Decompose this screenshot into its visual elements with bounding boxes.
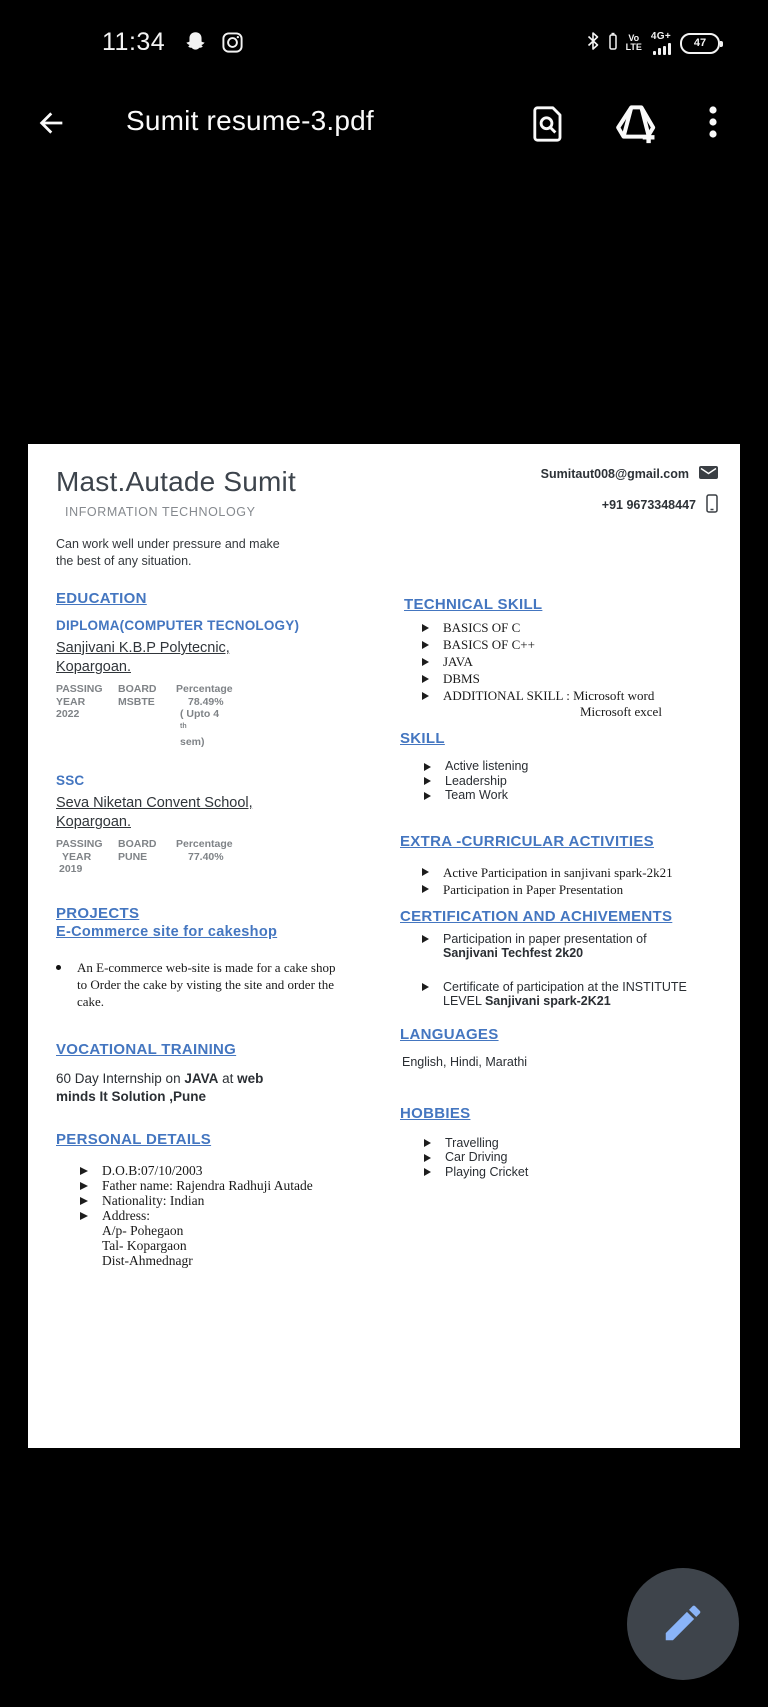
fab-edit-button[interactable] — [627, 1568, 739, 1680]
list-item: Father name: Rajendra Radhuji Autade — [56, 1178, 356, 1193]
upto-sem-note: ( Upto 4 $^{th}$ sem) — [180, 708, 220, 748]
bullet-dot-icon — [56, 965, 61, 970]
right-column — [400, 596, 726, 1179]
list-item: Travelling — [400, 1136, 726, 1151]
section-technical-skill-heading: TECHNICAL SKILL — [404, 596, 543, 613]
ssc-school: Seva Niketan Convent School, Kopargoan. — [56, 795, 253, 830]
resume-field: INFORMATION TECHNOLOGY — [65, 505, 256, 519]
bluetooth-icon — [586, 31, 600, 56]
certification-item: Participation in paper presentation of Sanjivani Techfest 2k20 — [400, 932, 726, 961]
network-type-label: 4G+ — [650, 30, 671, 42]
status-right-cluster — [586, 28, 720, 58]
languages-value: English, Hindi, Marathi — [402, 1054, 528, 1069]
list-item: Car Driving — [400, 1150, 726, 1165]
signal-strength-icon — [651, 32, 671, 55]
bluetooth-device-battery-icon — [609, 32, 617, 55]
list-item: D.O.B:07/10/2003 — [56, 1163, 356, 1178]
three-dots-vertical-icon — [708, 128, 718, 143]
project-title: E-Commerce site for cakeshop — [56, 923, 278, 940]
arrow-bullet-icon — [422, 935, 429, 943]
ssc-result-table: PASSING YEAR 2019 BOARD PUNE Percentage 77.40% — [56, 838, 233, 875]
project-bullet: An E-commerce web-site is made for a cake shop to Order the cake by visting the site and order the cake. — [56, 959, 342, 1010]
arrow-bullet-icon — [422, 675, 429, 683]
section-extra-curricular-heading: EXTRA -CURRICULAR ACTIVITIES — [400, 832, 654, 850]
list-item: Active listening — [400, 759, 726, 774]
arrow-bullet-icon — [424, 763, 431, 771]
phone-row — [602, 494, 718, 516]
technical-skill-list — [400, 620, 726, 720]
section-projects-heading: PROJECTS — [56, 904, 140, 922]
summary: Can work well under pressure and make the best of any situation. — [56, 537, 280, 568]
arrow-bullet-icon — [80, 1167, 88, 1175]
list-item: ADDITIONAL SKILL : Microsoft word Microsoft excel — [400, 688, 726, 720]
list-item: Playing Cricket — [400, 1165, 726, 1180]
arrow-bullet-icon — [422, 868, 429, 876]
list-item: BASICS OF C — [400, 620, 726, 636]
arrow-bullet-icon — [424, 777, 431, 785]
section-personal-heading: PERSONAL DETAILS — [56, 1130, 212, 1148]
pencil-icon — [660, 1600, 706, 1649]
arrow-bullet-icon — [422, 885, 429, 893]
list-item: Nationality: Indian — [56, 1193, 356, 1208]
add-to-drive-button[interactable] — [614, 102, 658, 147]
section-skill-heading: SKILL — [400, 730, 445, 747]
overflow-menu-button[interactable] — [708, 104, 718, 143]
list-item: DBMS — [400, 671, 726, 687]
arrow-bullet-icon — [422, 983, 429, 991]
contact-block — [541, 466, 718, 516]
find-in-document-button[interactable] — [530, 104, 566, 147]
document-title: Sumit resume-3.pdf — [126, 105, 374, 136]
find-in-page-icon — [530, 132, 566, 147]
smartphone-icon — [706, 494, 718, 516]
hobbies-list — [400, 1136, 726, 1180]
arrow-bullet-icon — [424, 1168, 431, 1176]
drive-add-icon — [614, 132, 658, 147]
arrow-bullet-icon — [422, 658, 429, 666]
arrow-bullet-icon — [80, 1197, 88, 1205]
resume-name: Mast.Autade Sumit — [56, 466, 296, 497]
battery-icon — [680, 33, 720, 54]
section-hobbies-heading: HOBBIES — [400, 1104, 471, 1122]
list-item: BASICS OF C++ — [400, 637, 726, 653]
signal-bars-icon — [653, 43, 671, 55]
clock: 11:34 — [102, 28, 166, 56]
diploma-result-table: PASSING YEAR 2022 BOARD MSBTE Percentage 78.49% ( Upto 4 $^{th}$ sem) — [56, 683, 356, 748]
list-item: Address: — [56, 1208, 356, 1223]
phone-text: +91 9673348447 — [601, 498, 696, 512]
arrow-bullet-icon — [80, 1182, 88, 1190]
email-row — [541, 466, 718, 482]
left-column — [56, 590, 356, 1268]
certification-item: Certificate of participation at the INSTITUTE LEVEL Sanjivani spark-2K21 — [400, 980, 718, 1009]
arrow-bullet-icon — [424, 792, 431, 800]
back-arrow-icon — [34, 128, 68, 143]
arrow-bullet-icon — [422, 692, 429, 700]
section-vocational-heading: VOCATIONAL TRAINING — [56, 1040, 237, 1058]
list-item: Active Participation in sanjivani spark-2k21 — [400, 864, 726, 882]
pdf-page[interactable] — [28, 444, 740, 1448]
instagram-notification-icon — [221, 31, 244, 59]
vocational-text: 60 Day Internship on JAVA at web minds It Solution ,Pune — [56, 1070, 264, 1104]
volte-icon: Vo LTE — [625, 33, 642, 52]
section-languages-heading: LANGUAGES — [400, 1025, 499, 1043]
list-item: Team Work — [400, 788, 726, 803]
arrow-bullet-icon — [424, 1154, 431, 1162]
address-lines: A/p- Pohegaon Tal- Kopargaon Dist-Ahmednagr — [102, 1222, 193, 1268]
list-item: Participation in Paper Presentation — [400, 881, 726, 899]
arrow-bullet-icon — [422, 641, 429, 649]
battery-percent: 47 — [693, 37, 707, 49]
arrow-bullet-icon — [424, 1139, 431, 1147]
section-education-heading: EDUCATION — [56, 590, 147, 607]
ssc-title: SSC — [56, 773, 85, 788]
back-button[interactable] — [34, 106, 68, 143]
email-text: Sumitaut008@gmail.com — [540, 467, 689, 481]
extra-curricular-list — [400, 864, 726, 899]
arrow-bullet-icon — [422, 624, 429, 632]
section-certification-heading: CERTIFICATION AND ACHIVEMENTS — [400, 907, 673, 925]
list-item: Leadership — [400, 774, 726, 789]
diploma-title: DIPLOMA(COMPUTER TECNOLOGY) — [56, 618, 300, 633]
snapchat-notification-icon — [183, 30, 208, 60]
diploma-school: Sanjivani K.B.P Polytecnic, Kopargoan. — [56, 640, 230, 675]
envelope-icon — [699, 466, 718, 482]
skill-list — [400, 759, 726, 803]
personal-list — [56, 1163, 356, 1268]
list-item: JAVA — [400, 654, 726, 670]
arrow-bullet-icon — [80, 1212, 88, 1220]
